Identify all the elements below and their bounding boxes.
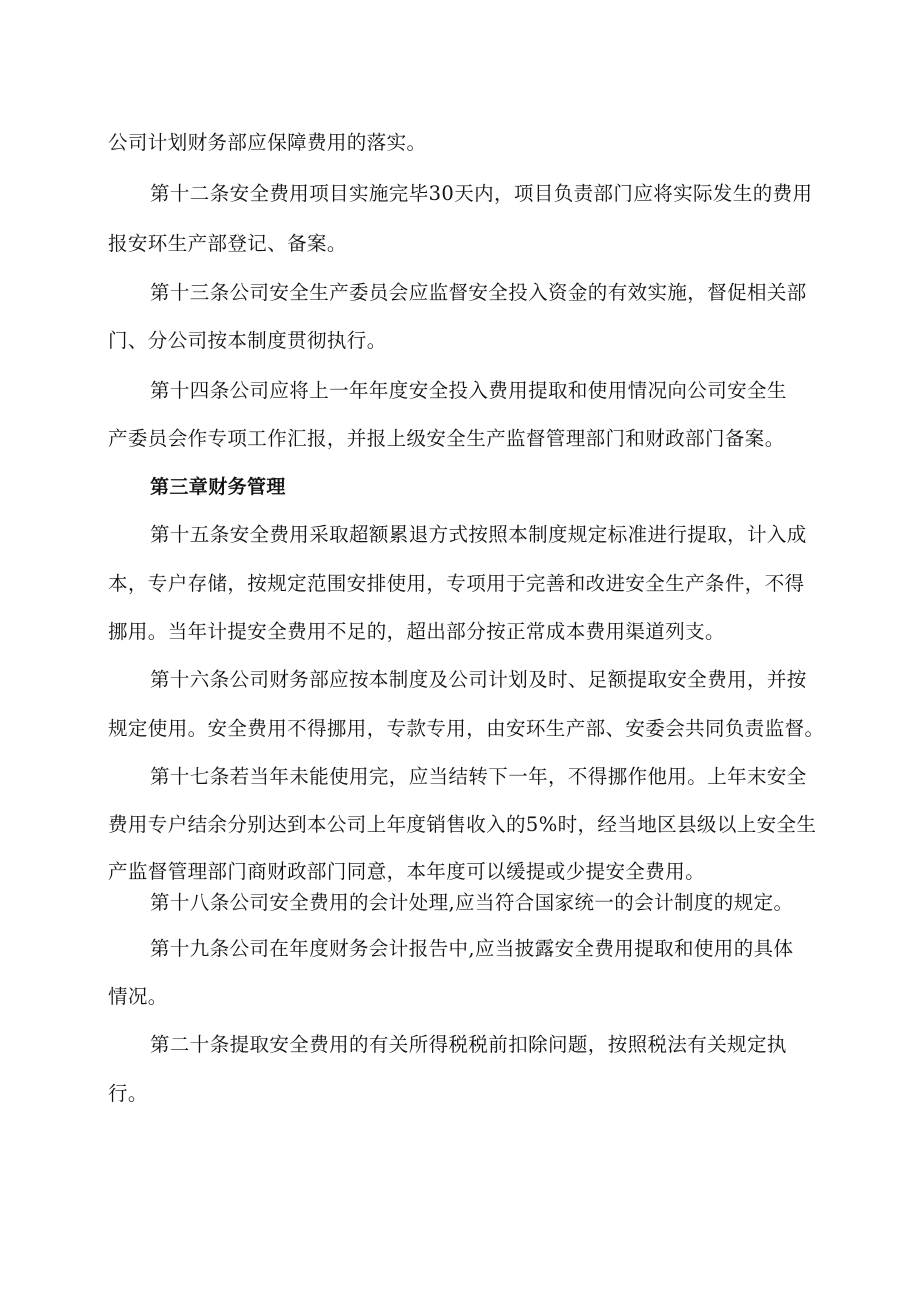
text-line: 第十九条公司在年度财务会计报告中,应当披露安全费用提取和使用的具体 <box>150 937 794 960</box>
text-line: 第十七条若当年未能使用完，应当结转下一年，不得挪作他用。上年末安全 <box>150 765 807 788</box>
chapter-heading: 第三章财务管理 <box>150 476 286 498</box>
text-line: 产委员会作专项工作汇报，并报上级安全生产监督管理部门和财政部门备案。 <box>108 427 785 450</box>
text-line: 挪用。当年计提安全费用不足的，超出部分按正常成本费用渠道列支。 <box>108 620 725 643</box>
text-line: 费用专户结余分别达到本公司上年度销售收入的5%时，经当地区县级以上安全生 <box>108 813 817 836</box>
text-line: 第十八条公司安全费用的会计处理,应当符合国家统一的会计制度的规定。 <box>150 891 794 914</box>
text-line: 情况。 <box>108 985 168 1008</box>
text-line: 第二十条提取安全费用的有关所得税税前扣除问题，按照税法有关规定执 <box>150 1033 787 1056</box>
text-line: 门、分公司按本制度贯彻执行。 <box>108 329 387 352</box>
text-line: 公司计划财务部应保障费用的落实。 <box>108 131 427 154</box>
text-line: 行。 <box>108 1082 148 1105</box>
text-line: 本，专户存储，按规定范围安排使用，专项用于完善和改进安全生产条件，不得 <box>108 572 805 595</box>
text-line: 报安环生产部登记、备案。 <box>108 232 347 255</box>
text-line: 第十五条安全费用采取超额累退方式按照本制度规定标准进行提取，计入成 <box>150 523 807 546</box>
text-line: 规定使用。安全费用不得挪用，专款专用，由安环生产部、安委会共同负责监督。 <box>108 717 825 740</box>
text-line: 产监督管理部门商财政部门同意，本年度可以缓提或少提安全费用。 <box>108 860 706 883</box>
text-line: 第十六条公司财务部应按本制度及公司计划及时、足额提取安全费用，并按 <box>150 668 807 691</box>
text-line: 第十三条公司安全生产委员会应监督安全投入资金的有效实施，督促相关部 <box>150 281 807 304</box>
text-line: 第十二条安全费用项目实施完毕30天内，项目负责部门应将实际发生的费用 <box>150 182 813 205</box>
text-line: 第十四条公司应将上一年年度安全投入费用提取和使用情况向公司安全生 <box>150 379 787 402</box>
